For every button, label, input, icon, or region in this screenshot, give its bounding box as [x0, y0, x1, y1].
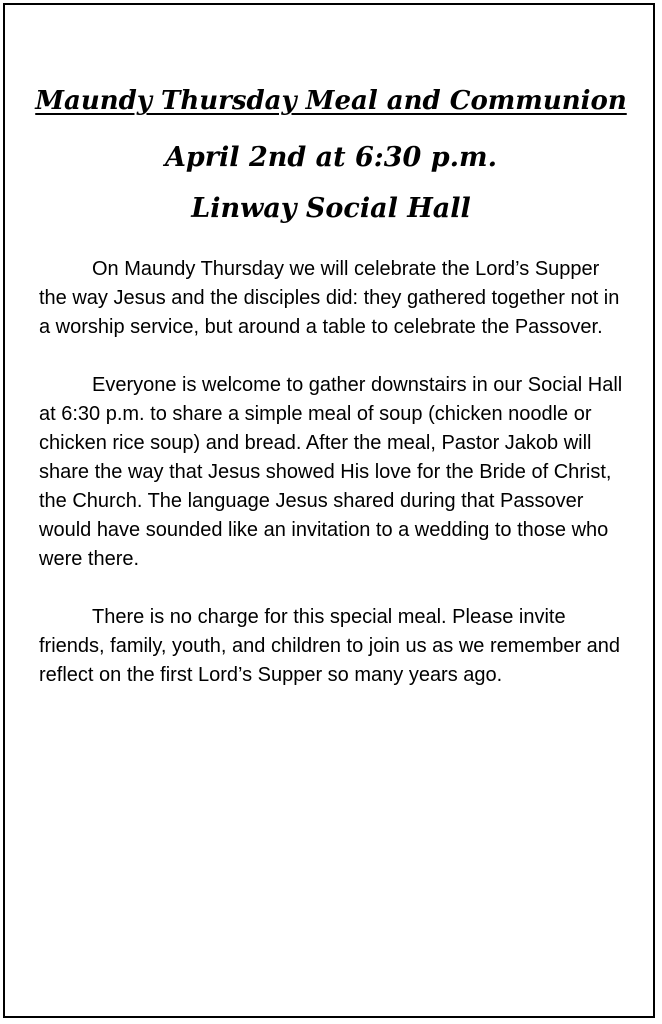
- paragraph-intro: On Maundy Thursday we will celebrate the Lord’s Supper the way Jesus and the disciples did: they gathered together not in a worship service, but around a table to celebrate the Passover.: [39, 258, 620, 338]
- paragraph-details: Everyone is welcome to gather downstairs in our Social Hall at 6:30 p.m. to share a simple meal of soup (chicken noodle or chicken rice soup) and bread. After the meal, Pastor Jakob will share the way that Jesus showed His love for the Bride of Christ, the Church. The language Jesus shared during that Passover would have sounded like an invitation to a wedding to those who were there.: [39, 374, 623, 570]
- event-location: Linway Social Hall: [191, 193, 471, 224]
- paragraph-invitation: There is no charge for this special meal. Please invite friends, family, youth, and children to join us as we remember and reflect on the first Lord’s Supper so many years ago.: [39, 606, 621, 686]
- event-title: [0, 84, 662, 118]
- event-date-time: April 2nd at 6:30 p.m.: [164, 142, 497, 173]
- event-title-text: Maundy Thursday Meal and Communion: [35, 86, 627, 116]
- announcement-body: [39, 255, 629, 719]
